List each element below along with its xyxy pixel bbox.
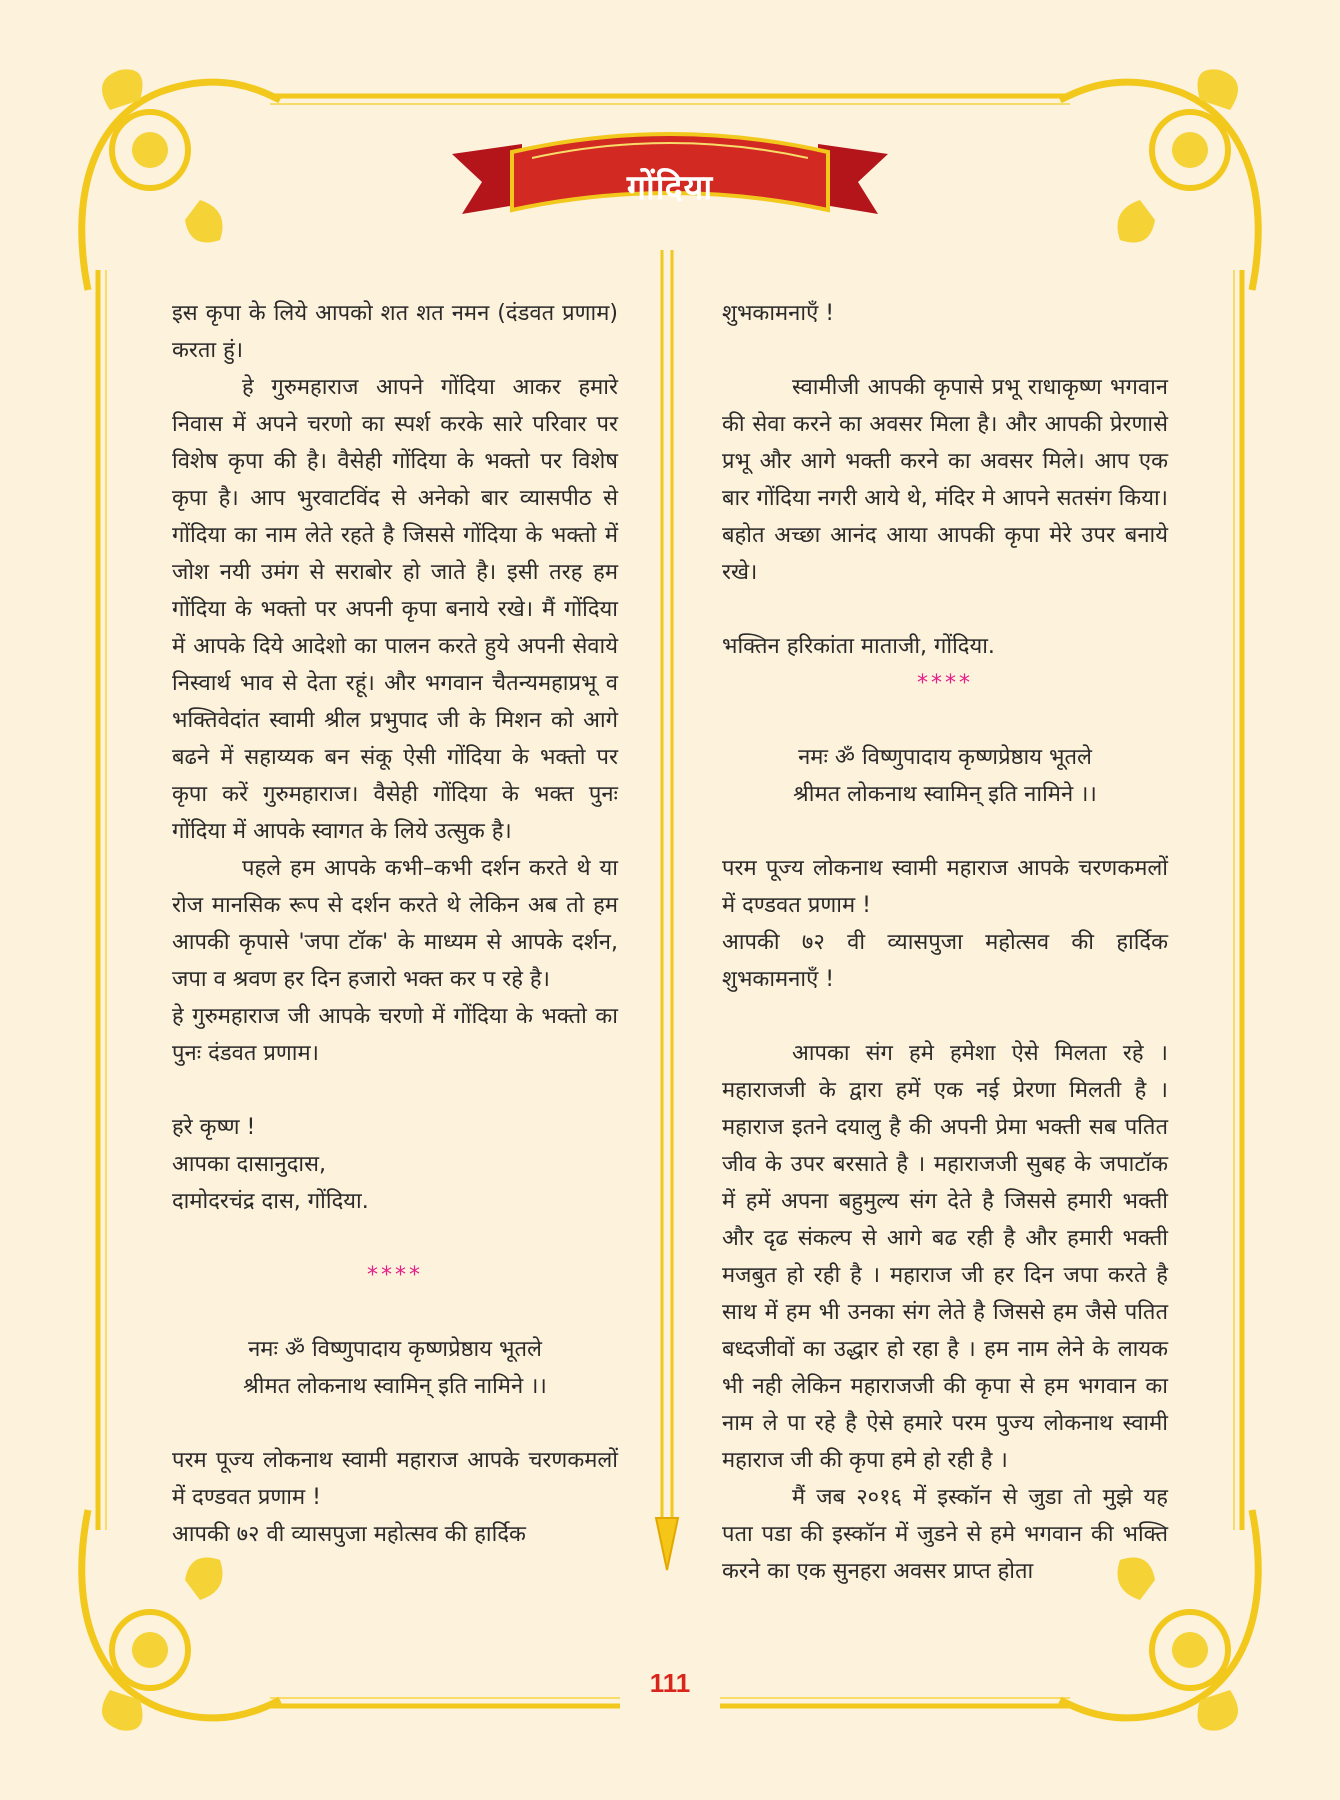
signature: भक्तिन हरिकांता माताजी, गोंदिया. bbox=[722, 634, 995, 659]
greeting-line: परम पूज्य लोकनाथ स्वामी महाराज आपके चरणकमलों में दण्डवत प्रणाम ! bbox=[722, 856, 1168, 918]
paragraph: हे गुरुमहाराज आपने गोंदिया आकर हमारे निवास में अपने चरणो का स्पर्श करके सारे परिवार पर विशेष कृपा की है। वैसेही गोंदिया के भक्तो पर विशेष कृपा है। आप भुरवाटविंद से अनेको बार व्यासपीठ से गोंदिया का नाम लेते रहते है जिससे गोंदिया के भक्तो में जोश नयी उमंग से सराबोर हो जाते है। इसी तरह हम गोंदिया के भक्तो पर अपनी कृपा बनाये रखे। मैं गोंदिया में आपके दिये आदेशो का पालन करते हुये अपनी सेवाये निस्वार्थ भाव से देता रहूं। और भगवान चैतन्यमहाप्रभू व भक्तिवेदांत स्वामी श्रील प्रभुपाद जी के मिशन को आगे बढने में सहाय्यक बन संकू ऐसी गोंदिया के भक्तो पर कृपा करें गुरुमहाराज। वैसेही गोंदिया के भक्त पुनः गोंदिया में आपके स्वागत के लिये उत्सुक है। bbox=[172, 375, 618, 844]
floral-corner-ornament-icon bbox=[1060, 69, 1258, 290]
closing-line: हरे कृष्ण ! bbox=[172, 1115, 256, 1140]
mantra-line: नमः ॐ विष्णुपादाय कृष्णप्रेष्ठाय भूतले bbox=[248, 1337, 542, 1362]
greeting-line: आपकी ७२ वी व्यासपुजा महोत्सव की हार्दिक bbox=[172, 1522, 526, 1547]
left-column bbox=[172, 295, 618, 1553]
greeting-line: आपकी ७२ वी व्यासपुजा महोत्सव की हार्दिक शुभकामनाएँ ! bbox=[722, 930, 1168, 992]
paragraph: स्वामीजी आपकी कृपासे प्रभू राधाकृष्ण भगवान की सेवा करने का अवसर मिला है। और आपकी प्रेरणासे प्रभू और आगे भक्ती करने का अवसर मिले। आप एक बार गोंदिया नगरी आये थे, मंदिर मे आपने सतसंग किया। बहोत अच्छा आनंद आया आपकी कृपा मेरे उपर बनाये रखे। bbox=[722, 375, 1168, 585]
right-column bbox=[722, 295, 1168, 1590]
paragraph: शुभकामनाएँ ! bbox=[722, 301, 835, 326]
page-title: गोंदिया bbox=[626, 168, 714, 208]
page-number: 111 bbox=[649, 1668, 691, 1698]
signature: दामोदरचंद्र दास, गोंदिया. bbox=[172, 1189, 369, 1214]
paragraph: हे गुरुमहाराज जी आपके चरणो में गोंदिया के भक्तो का पुनः दंडवत प्रणाम। bbox=[172, 1004, 618, 1066]
greeting-line: परम पूज्य लोकनाथ स्वामी महाराज आपके चरणकमलों में दण्डवत प्रणाम ! bbox=[172, 1448, 618, 1510]
mantra-line: श्रीमत लोकनाथ स्वामिन् इति नामिने ।। bbox=[243, 1374, 547, 1399]
mantra-line: श्रीमत लोकनाथ स्वामिन् इति नामिने ।। bbox=[793, 782, 1097, 807]
separator-stars: **** bbox=[367, 1263, 423, 1288]
paragraph: पहले हम आपके कभी–कभी दर्शन करते थे या रोज मानसिक रूप से दर्शन करते थे लेकिन अब तो हम आपकी कृपासे 'जपा टॉक' के माध्यम से आपके दर्शन, जपा व श्रवण हर दिन हजारो भक्त कर प रहे है। bbox=[172, 856, 618, 992]
floral-corner-ornament-icon bbox=[82, 69, 280, 290]
closing-line: आपका दासानुदास, bbox=[172, 1152, 326, 1177]
paragraph: आपका संग हमे हमेशा ऐसे मिलता रहे । महाराजजी के द्वारा हमें एक नई प्रेरणा मिलती है । महाराज इतने दयालु है की अपनी प्रेमा भक्ती सब पतित जीव के उपर बरसाते है । महाराजजी सुबह के जपाटॉक में हमें अपना बहुमुल्य संग देते है जिससे हमारी भक्ती और दृढ संकल्प से आगे बढ रही है और हमारी भक्ती मजबुत हो रही है । महाराज जी हर दिन जपा करते है साथ में हम भी उनका संग लेते है जिससे हम जैसे पतित बध्दजीवों का उद्धार हो रहा है । हम नाम लेने के लायक भी नही लेकिन महाराजजी की कृपा से हम भगवान का नाम ले पा रहे है ऐसे हमारे परम पुज्य लोकनाथ स्वामी महाराज जी की कृपा हमे हो रही है । bbox=[722, 1041, 1168, 1473]
paragraph: इस कृपा के लिये आपको शत शत नमन (दंडवत प्रणाम) करता हुं। bbox=[172, 301, 618, 363]
paragraph: मैं जब २०१६ में इस्कॉन से जुडा तो मुझे यह पता पडा की इस्कॉन में जुडने से हमे भगवान की भक्ति करने का एक सुनहरा अवसर प्राप्त होता bbox=[722, 1485, 1168, 1584]
pendant-divider-icon bbox=[652, 250, 682, 1590]
separator-stars: **** bbox=[917, 671, 973, 696]
mantra-line: नमः ॐ विष्णुपादाय कृष्णप्रेष्ठाय भूतले bbox=[798, 745, 1092, 770]
